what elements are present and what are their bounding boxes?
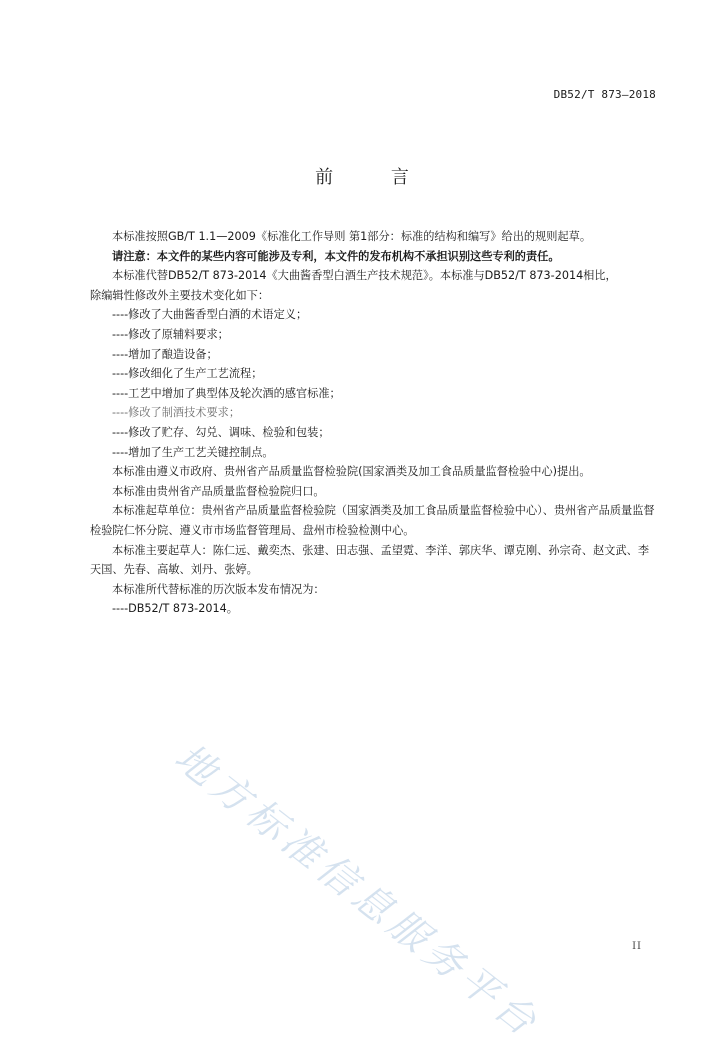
page-number: II: [632, 941, 642, 952]
history-label: 本标准所代替标准的历次版本发布情况为：: [112, 582, 325, 596]
change-item: ----工艺中增加了典型体及轮次酒的感官标准；: [112, 386, 341, 400]
drafting-rule-paragraph: 本标准按照GB/T 1.1—2009《标准化工作导则 第1部分：标准的结构和编写》给出的规则起草。: [112, 230, 592, 243]
changes-list: [90, 305, 660, 462]
replacement-paragraph-line1: 本标准代替DB52/T 873-2014《大曲酱香型白酒生产技术规范》。本标准与DB52/T 873-2014相比，: [112, 269, 617, 283]
platform-watermark: 地方标准信息服务平台: [165, 735, 549, 1048]
change-item: ----增加了酿造设备；: [112, 347, 218, 361]
change-item: ----修改了制酒技术要求；: [112, 406, 241, 420]
patent-notice: 请注意：本文件的某些内容可能涉及专利，本文件的发布机构不承担识别这些专利的责任。: [112, 249, 560, 263]
history-item: ----DB52/T 873-2014。: [112, 602, 238, 616]
drafters-paragraph: 本标准主要起草人：陈仁远、戴奕杰、张建、田志强、孟望霓、李洋、郭庆华、谭克刚、孙宗奇、赵文武、李天国、先春、高敏、刘丹、张婷。: [90, 543, 650, 577]
page-title: 前 言: [315, 167, 435, 188]
change-item: ----修改了贮存、勾兑、调味、检验和包装；: [112, 425, 330, 439]
foreword-body: [90, 227, 660, 619]
change-item: ----修改细化了生产工艺流程；: [112, 367, 263, 381]
centralizer-paragraph: 本标准由贵州省产品质量监督检验院归口。: [112, 484, 325, 498]
change-item: ----修改了大曲酱香型白酒的术语定义；: [112, 308, 308, 322]
drafting-units-paragraph: 本标准起草单位：贵州省产品质量监督检验院（国家酒类及加工食品质量监督检验中心）、贵州省产品质量监督检验院仁怀分院、遵义市市场监督管理局、盘州市检验检测中心。: [90, 504, 655, 537]
change-item: ----增加了生产工艺关键控制点。: [112, 445, 274, 459]
change-item: ----修改了原辅料要求；: [112, 327, 229, 341]
document-code: DB52/T 873—2018: [553, 88, 656, 101]
proposer-paragraph: 本标准由遵义市政府、贵州省产品质量监督检验院(国家酒类及加工食品质量监督检验中心)提出。: [112, 465, 591, 479]
replacement-paragraph-line2: 除编辑性修改外主要技术变化如下：: [90, 288, 270, 302]
